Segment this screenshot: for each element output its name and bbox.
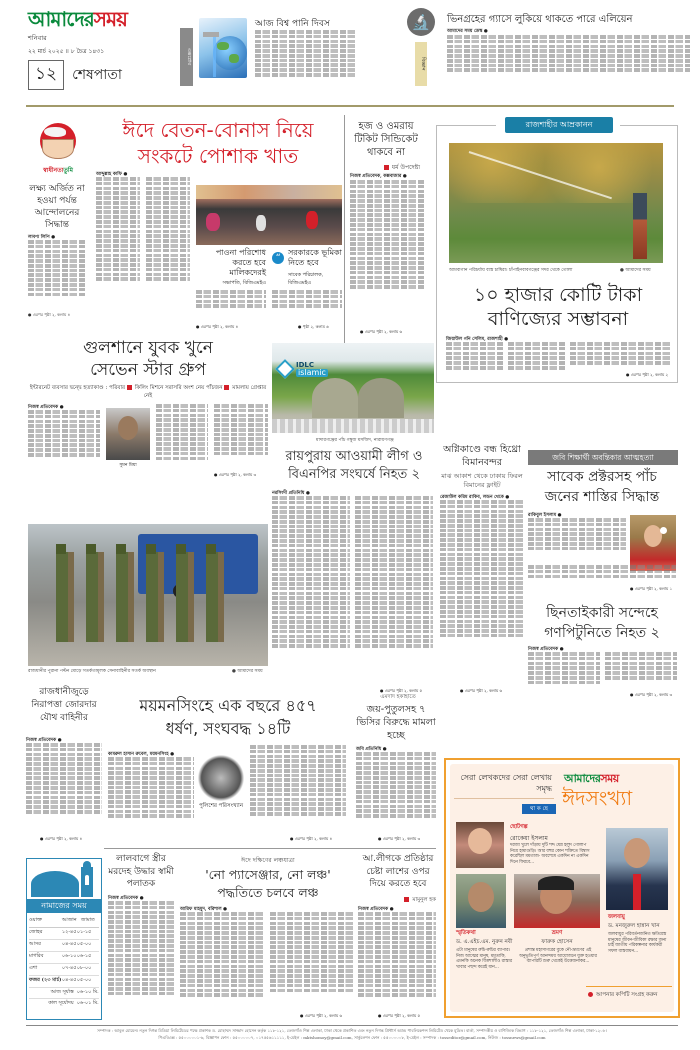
- azan-time: ০৭-৪৫: [61, 965, 77, 971]
- alien-story-box: [407, 6, 690, 88]
- item-author: ফারুক হোসেন: [541, 939, 573, 945]
- item-author: ড. মনজুরুল হান্নান খান: [608, 923, 660, 929]
- idlc-logo: [278, 361, 328, 377]
- gulshan-body-col1: [28, 410, 100, 470]
- sunrise-time: ০৬-০১ মি.: [76, 999, 99, 1006]
- jamat-time: ০৫-০০: [76, 941, 92, 947]
- page-number-box: [28, 64, 178, 86]
- item-author: ড. এ.এইচ.এম. নুরুন নবী: [456, 939, 513, 945]
- eid-tagline: সেরা লেখকদের সেরা লেখায় সমৃদ্ধ: [460, 773, 552, 793]
- hajj-body: [350, 180, 424, 315]
- mymensingh-headline-line1: ময়মনসিংহে এক বছরে ৪৫৭: [139, 696, 317, 715]
- hajj-jump[interactable]: ● এরপর পৃষ্ঠা ২, কলাম ৬: [360, 329, 403, 334]
- heathrow-kicker: মাঝ আকাশ থেকে ঢাকায় ফিরল বিমানের ফ্লাইট: [441, 472, 523, 489]
- lead-jump-1[interactable]: ● এরপর পৃষ্ঠা ২, কলাম ৪: [196, 324, 239, 329]
- prayer-name: জোহর: [29, 929, 43, 935]
- chhintai-body-col2: [605, 652, 677, 692]
- swadhinota-jump[interactable]: ● এরপর পৃষ্ঠা ২, কলাম ৪: [28, 312, 71, 317]
- victim-photo: [106, 408, 150, 460]
- issue-date: ২২ মার্চ ২০২৫ ॥ ৮ চৈত্র ১৪৩১: [28, 48, 105, 55]
- raipura-byline: নরসিংদী প্রতিনিধি ●: [272, 491, 310, 496]
- rajshahi-photo-caption: আমবাগান পরিচর্যায় ব্যস্ত চাষিরা। চাঁপাইনবাবগঞ্জের সদর থেকে তোলা: [449, 268, 573, 273]
- gulshan-headline: [28, 337, 268, 381]
- microscope-icon: 🔬: [407, 8, 435, 36]
- gulshan-headline-line1: গুলশানে যুবক খুনে: [83, 338, 213, 358]
- prayer-header: আজান: [61, 916, 77, 923]
- awami-kicker-text: মামুনুল হক: [412, 897, 436, 903]
- mymensingh-body-col2: [250, 745, 346, 837]
- joy-kicker: এমদাদ হকাহাতে: [380, 694, 416, 700]
- raipura-headline-line1: রায়পুরায় আওয়ামী লীগ ও: [285, 449, 423, 464]
- page-label: শেষপাতা: [72, 67, 122, 83]
- alien-byline: আমাদের সময় ডেস্ক ●: [447, 29, 488, 34]
- mosque-icon: [27, 859, 101, 899]
- item-genre: জলবায়ু: [608, 914, 625, 920]
- dome-left: [312, 378, 358, 418]
- chhintai-byline: নিজস্ব প্রতিবেদক ●: [528, 647, 564, 652]
- mymensingh-body-col1: [108, 757, 194, 837]
- mango-orchard-photo: [449, 143, 663, 263]
- author-photo-monjurul: [606, 828, 668, 910]
- lead-quote1-attr: সভাপতি, বিজিএমইএ: [222, 280, 266, 286]
- eid-title: ঈদসংখ্যা: [562, 786, 633, 810]
- raipura-jump[interactable]: ● এরপর পৃষ্ঠা ২, কলাম ৫: [380, 688, 423, 693]
- rajshahi-headline-line1: ১০ হাজার কোটি টাকা: [473, 284, 643, 306]
- rajshahi-box-topline-left: [436, 125, 496, 126]
- raipura-headline: [272, 448, 436, 484]
- jnu-byline: রাকিবুল ইসলাম ●: [528, 513, 562, 518]
- chhintai-headline: [526, 603, 678, 643]
- lead-headline: [92, 117, 344, 169]
- lalbagh-headline: লালবাগে স্ত্রীর মরদেহ উদ্ধার স্বামী পলাতক: [108, 854, 174, 889]
- water-day-body: [255, 30, 355, 84]
- rajshahi-photo-credit: ● আমাদের সময়: [620, 268, 651, 273]
- avontika-photo: [630, 515, 676, 571]
- author-photo-rokeya: [456, 822, 504, 868]
- hajj-kicker-text: ধর্ম উপদেষ্টা: [391, 164, 420, 171]
- heathrow-body: [440, 500, 524, 675]
- eid-logo-part-1: আমাদের: [564, 772, 601, 785]
- launch-kicker: ঈদে দক্ষিণের লঞ্চযাত্রা: [241, 857, 295, 864]
- swadhinota-body: [28, 240, 86, 310]
- jnu-headline: [526, 467, 678, 507]
- lalbagh-byline: নিজস্ব প্রতিবেদক ●: [108, 896, 144, 901]
- idlc-brand: IDLC: [296, 361, 315, 369]
- jnu-body-bottom: [528, 565, 676, 585]
- gulshan-body-col2: [156, 404, 208, 474]
- gulshan-kicker: [28, 384, 268, 400]
- quote-mark-icon: “: [272, 252, 284, 264]
- rajshahi-headline-line2: বাণিজ্যের সম্ভাবনা: [487, 308, 629, 330]
- launch-body-col2: [270, 912, 354, 1018]
- rajshahi-body-col3: [570, 342, 670, 372]
- azan-time: ১২-৪৫: [61, 929, 77, 935]
- prayer-header-row: [29, 915, 99, 927]
- item-genre: ভ্রমণ: [551, 930, 563, 936]
- chhintai-body-col1: [528, 652, 600, 692]
- farmer-figure: [633, 193, 647, 259]
- mymensingh-headline: [104, 694, 352, 740]
- hajj-kicker: [360, 162, 420, 173]
- item-author: রোকেয়া ইসলাম: [510, 835, 548, 842]
- victim-caption: সুমন মিয়া: [119, 463, 137, 468]
- side-tab-explore: এক্সপ্লোর: [180, 28, 193, 86]
- swadhinota-logo-text-2: তুমি: [63, 167, 73, 174]
- page-number: ১২: [28, 60, 64, 90]
- army-photo-credit: ● আমাদের সময়: [232, 669, 263, 674]
- mymensingh-byline: কামরুল হাসান রুবেল, ময়মনসিংহ ●: [108, 752, 175, 757]
- lead-quote2: সরকারকে ভূমিকা নিতে হবে: [288, 248, 342, 267]
- hajj-byline: নিজস্ব প্রতিবেদক, কক্সবাজার ●: [350, 174, 407, 179]
- gulshan-kicker-b: কিলিং মিশনে সরাসরি অংশ নেয় পাঁচজন: [134, 385, 223, 391]
- issue-day: শনিবার: [28, 34, 47, 42]
- awami-kicker: [372, 897, 436, 905]
- prayer-table: [29, 915, 99, 1009]
- water-day-title: আজ বিশ্ব পানি দিবস: [255, 19, 330, 29]
- idlc-ad[interactable]: [272, 343, 434, 433]
- hajj-headline: হজ ও ওমরায় টিকিট সিন্ডিকেট থাকবে না: [354, 121, 418, 158]
- eid-cta[interactable]: [588, 992, 657, 1000]
- item-blurb: প্রশান্ত মহাসাগরের বুকে নৌ-ভ্রমণের এই অনুভূতিপূর্ণ আনন্দময় আয়োজনে যুক্ত হওয়ার ব্যাপারটি শুরু থেকেই উত্তেজনাকর...: [519, 948, 597, 965]
- water-day-box: [180, 8, 355, 86]
- sunset-time: ০৬-১০ মি.: [76, 988, 99, 995]
- raipura-body-col2: [355, 496, 433, 686]
- column-divider: [344, 115, 345, 345]
- jamat-time: ০১-১৫: [76, 929, 92, 935]
- lead-body-col2: [146, 177, 190, 305]
- lead-body-col3: [196, 290, 266, 320]
- mymensingh-jump[interactable]: ● এরপর পৃষ্ঠা ২, কলাম ৪: [290, 836, 333, 841]
- jnu-headline-line1: সাবেক প্রক্টরসহ পাঁচ: [547, 469, 657, 485]
- alien-title: ভিনগ্রহের গ্যাসে লুকিয়ে থাকতে পারে এলিয়েন: [447, 14, 633, 25]
- eid-issue-ad[interactable]: [444, 758, 680, 1018]
- launch-jump[interactable]: ● এরপর পৃষ্ঠা ২, কলাম ৬: [300, 1013, 343, 1018]
- sunrise-row: [29, 998, 99, 1009]
- footer-rule: [26, 1025, 678, 1026]
- idlc-logo-icon: [275, 359, 295, 379]
- sunrise-label: কাল সূর্যোদয়: [48, 999, 74, 1006]
- gulshan-jump[interactable]: ● এরপর পৃষ্ঠা ২, কলাম ৩: [214, 472, 257, 477]
- side-tab-science: বিজ্ঞান: [415, 42, 427, 86]
- rajdhani-headline: রাজধানীজুড়ে নিরাপত্তা জোরদার যৌথ বাহিনীর: [31, 687, 97, 723]
- header-divider: [26, 105, 674, 107]
- raipura-body-col1: [272, 496, 350, 686]
- launch-body-col1: [180, 912, 264, 1018]
- mymensingh-headline-line2: ধর্ষণ, সংঘবদ্ধ ১৪টি: [165, 719, 291, 738]
- item-blurb: জলবায়ুর পরিবর্তনজনিত ক্ষতিগ্রস্ত মানুষের জীবন-জীবিকা রক্ষার জন্য চাই জাতীয় পরিকল্পনার কার্যকরী সফল বাস্তবায়ন...: [608, 932, 667, 954]
- swadhinota-logo: [36, 123, 78, 179]
- sunset-row: [29, 987, 99, 998]
- prayer-row: [29, 963, 99, 975]
- prayer-name: মাগরিব: [29, 953, 44, 959]
- jamat-time: ০৬-১৫: [76, 953, 92, 959]
- dove-icon: [44, 127, 66, 137]
- gulshan-kicker-a: ইন্টারনেট ব্যবসার দ্বন্দ্বে হত্যাকাণ্ড : পরিবার: [29, 385, 126, 391]
- footer-imprint-line2: পিএবিএক্স : ৫৫০০০০০১-৬, বিজ্ঞাপন ফোন : ৫৫০০০০০৭, ০১৭৫৫৬১১১১১, ই-মেইল : mktshomoy@gmail.com, সার্কুলেশন ফোন : ৫৫০০০০০৮, ই-মেইল : সম্পাদক : tosseditor@gmail.com, নিউজ : tossnews@gmail.com: [158, 1035, 546, 1040]
- chhintai-headline-line1: ছিনতাইকারী সন্দেহে: [546, 605, 658, 621]
- rajshahi-banner: রাজশাহীর আম্রকানন: [505, 117, 613, 133]
- prayer-name: এশা: [29, 965, 38, 971]
- lead-headline-line1: ঈদে বেতন-বোনাস নিয়ে: [122, 118, 314, 142]
- azan-time: ০৪-৪৫: [61, 977, 77, 983]
- prayer-header: জামাত: [80, 916, 95, 923]
- logo-part-1: আমাদের: [28, 7, 94, 31]
- gulshan-kicker-c: মামলায় গ্রেপ্তার নেই: [143, 385, 267, 399]
- prayer-header: ওয়াক্ত: [29, 916, 42, 923]
- rajdhani-body: [26, 743, 102, 835]
- launch-headline: [178, 866, 358, 902]
- chhintai-jump[interactable]: ● এরপর পৃষ্ঠা ২, কলাম ৩: [630, 692, 673, 697]
- heathrow-jump[interactable]: ● এরপর পৃষ্ঠা ২, কলাম ৬: [460, 688, 503, 693]
- swadhinota-byline: লাবণ্য লিপি ●: [28, 235, 56, 240]
- prayer-row: [29, 939, 99, 951]
- prayer-row: [29, 951, 99, 963]
- dome-right: [358, 378, 404, 418]
- author-photo-nurun-nobi: [456, 874, 506, 928]
- rajshahi-body-col2: [508, 342, 566, 378]
- launch-headline-line1: 'নো প্যাসেঞ্জার, নো লঞ্চ': [205, 867, 331, 882]
- illustration-caption: পুলিশের পরিসংখ্যান: [198, 803, 244, 809]
- joy-byline: জবি প্রতিনিধি ●: [356, 747, 387, 752]
- azan-time: ০৪-৪৫: [61, 941, 77, 947]
- rajdhani-byline: নিজস্ব প্রতিবেদক ●: [26, 738, 62, 743]
- joy-jump[interactable]: ● এরপর পৃষ্ঠা ২, কলাম ৩: [378, 836, 421, 841]
- masthead: [28, 8, 178, 58]
- prayer-times-box: [26, 858, 102, 1020]
- lead-byline: আব্দুল্লাহ কাফি ●: [96, 172, 128, 177]
- gulshan-headline-line2: সেভেন স্টার গ্রুপ: [90, 360, 206, 380]
- raipura-headline-line2: বিএনপির সংঘর্ষে নিহত ২: [288, 467, 420, 482]
- item-genre: স্মৃতিকথা: [456, 930, 476, 936]
- awami-jump[interactable]: ● এরপর পৃষ্ঠা ২, কলাম ৫: [378, 1013, 421, 1018]
- heathrow-byline: রেজাউল করিম রাকিব, লন্ডন থেকে ●: [440, 495, 510, 500]
- rajshahi-body-col1: [446, 342, 504, 378]
- lead-body-col4: [272, 290, 342, 320]
- prayer-row: [29, 975, 99, 987]
- army-photo: [28, 524, 268, 666]
- rajdhani-jump[interactable]: ● এরপর পৃষ্ঠা ২, কলাম ৪: [40, 836, 83, 841]
- jnu-body: [528, 518, 626, 562]
- sunset-label: আজ সূর্যাস্ত: [50, 988, 74, 995]
- lalbagh-body: [108, 901, 174, 1019]
- eid-logo-part-2: সময়: [600, 772, 619, 785]
- rajshahi-headline: [440, 283, 676, 331]
- joy-headline: জয়-পুতুলসহ ৭ ভিসির বিরুদ্ধে মামলা হচ্ছে: [356, 704, 436, 741]
- item-genre: ছোটগল্প: [510, 824, 528, 830]
- launch-headline-line2: পদ্ধতিতে চলবে লঞ্চ: [217, 885, 319, 900]
- section-divider: [104, 848, 436, 849]
- lead-headline-line2: সংকটে পোশাক খাত: [137, 144, 299, 168]
- launch-byline: আরিফ মাহমুদ, বরিশাল ●: [180, 907, 228, 912]
- item-blurb: দরজা খুলে দাঁড়ায় দুটি শব্দ যেন্ন হলুদ গোলাপ নিয়ে হামাগুড়ি। আর বহুর কোন শক্তিতে বিশ্বাস করেছিল মমতাজ- অবশেষে একদিন না একদিন দিনে ফিরবে...: [510, 843, 590, 865]
- alien-body: [447, 35, 690, 85]
- red-dot-icon: [588, 992, 593, 997]
- jamat-time: ০৮-০০: [76, 965, 92, 971]
- eid-section-button[interactable]: থা ক ছে: [522, 804, 556, 814]
- item-blurb: এটা মানুষের রুচি-রুচির ব্যাপার। নিজ আত্মের মানুষ, মমতাকি, এমনকি অনেক বিত্তশালীও রাস্তার খাবার পছন্দ করেই যান...: [456, 948, 512, 970]
- heathrow-headline: অগ্নিকাণ্ডে বন্ধ হিথ্রো বিমানবন্দর: [443, 444, 521, 468]
- prayer-title: নামাজের সময়: [27, 899, 101, 913]
- azan-time: ০৬-১০: [61, 953, 77, 959]
- prayer-row: [29, 927, 99, 939]
- eid-divider: [454, 798, 554, 799]
- chhintai-headline-line2: গণপিটুনিতে নিহত ২: [544, 625, 660, 641]
- awami-body: [358, 912, 436, 1016]
- rajshahi-box-topline-right: [620, 125, 678, 126]
- lead-quote1: পাওনা পরিশোধ করতে হবে মালিকদেরই: [215, 248, 266, 277]
- gulshan-body-col3: [214, 404, 268, 474]
- ad-caption: মাদারগঞ্জের পাঁচ গম্বুজ মসজিদ, নারায়ণগঞ্জ: [316, 438, 394, 443]
- eid-cta-text: আপনার কপিটি সংগ্রহ করুন: [596, 992, 658, 998]
- joy-body: [356, 752, 436, 836]
- gulshan-byline: নিজস্ব প্রতিবেদক ●: [28, 405, 64, 410]
- lead-quote2-attr: সাবেক পরিচালক, বিজিএমইএ: [288, 272, 324, 286]
- lead-body-col1: [96, 177, 140, 305]
- garment-protest-photo: [196, 185, 342, 245]
- prayer-name: আসর: [29, 941, 41, 947]
- author-photo-faruk: [514, 874, 600, 928]
- lead-jump-2[interactable]: ● পৃষ্ঠা ২, কলাম ৬: [298, 324, 329, 329]
- jnu-jump[interactable]: ● এরপর পৃষ্ঠা ২, কলাম ১: [630, 586, 673, 591]
- jnu-headline-line2: জনের শাস্তির সিদ্ধান্ত: [544, 489, 660, 505]
- hands-icon: [42, 139, 74, 159]
- awami-headline: আ.লীগকে প্রতিষ্ঠার চেষ্টা লাশের ওপর দিয়ে করতে হবে: [362, 854, 434, 889]
- globe-tap-image: [199, 18, 247, 78]
- idlc-brand-sub: islamic: [298, 368, 326, 377]
- newspaper-logo[interactable]: [28, 8, 178, 30]
- awami-byline: নিজস্ব প্রতিবেদক ●: [358, 907, 394, 912]
- swadhinota-logo-text-1: স্বাধীনতা: [43, 167, 64, 174]
- eid-cta-divider: [586, 986, 672, 987]
- hand-illustration: [198, 755, 244, 801]
- jnu-banner: জবি শিক্ষার্থী অবন্তিকার আত্মহত্যা: [528, 450, 678, 465]
- rajshahi-byline: জিয়াউল গনি সেলিম, রাজশাহী ●: [446, 337, 509, 342]
- swadhinota-headline: লক্ষ্য অর্জিত না হওয়া পর্যন্ত আন্দোলনের সিদ্ধান্ত: [29, 184, 85, 230]
- jamat-time: ০৫-০০: [76, 977, 92, 983]
- prayer-name: ফজর (২৩ মার্চ): [29, 977, 62, 983]
- footer-imprint-line1: সম্পাদক : আবুল মোমেন। নতুন দিগন্ত মিডিয়া লিমিটেডের পক্ষে প্রকাশক ড. মোহাম্মদ সাজ্জাদ হোসেন কর্তৃক ১১৮-১২১, তেজগাঁও শিল্প এলাকা, ঢাকা থেকে প্রকাশিত এবং নতুন দিগন্ত প্রিন্টার্স অ্যান্ড পাবলিকেশন্স লিমিটেড থেকে মুদ্রিত। বার্তা, সম্পাদকীয় ও বাণিজ্যিক বিভাগ : ১১৮-১২১, তেজগাঁও শিল্প এলাকা, ঢাকা-১২০৮।: [97, 1028, 607, 1033]
- army-photo-caption: রাজধানীর পুরানা পল্টন মোড়ে সতর্কতামূলক সেনাবাহিনীর সতর্ক অবস্থান: [28, 669, 156, 674]
- logo-part-2: সময়: [93, 7, 127, 31]
- rajshahi-jump[interactable]: ● এরপর পৃষ্ঠা ২, কলাম ২: [626, 372, 669, 377]
